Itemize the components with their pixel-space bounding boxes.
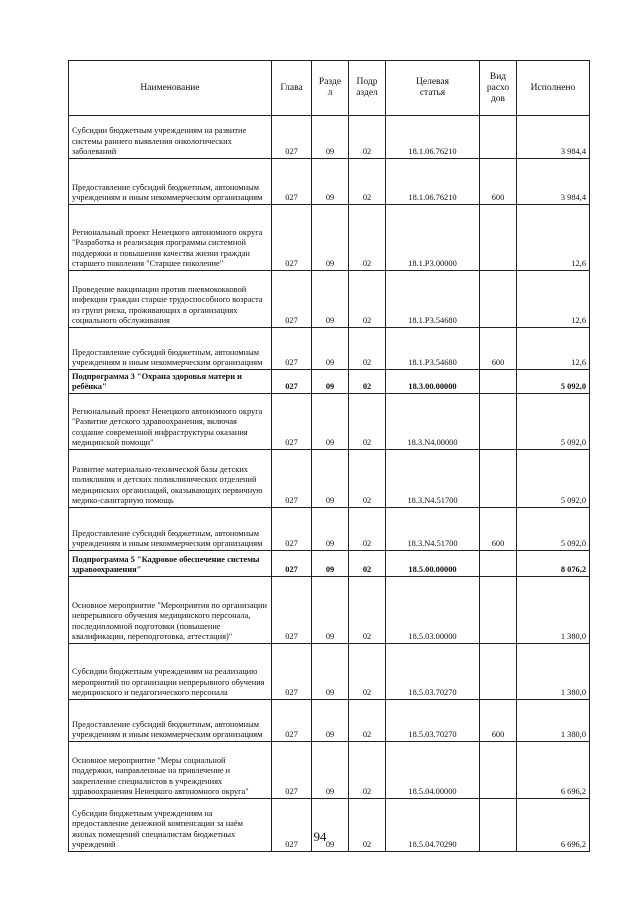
cell-chapter: 027 bbox=[272, 551, 312, 577]
cell-expense-type: 600 bbox=[480, 328, 517, 370]
cell-section: 09 bbox=[312, 799, 349, 852]
cell-executed: 1 380,0 bbox=[517, 700, 590, 742]
cell-target: 18.1.P3.54680 bbox=[386, 328, 480, 370]
cell-executed: 12,6 bbox=[517, 271, 590, 328]
cell-name: Проведение вакцинации против пневмококковой инфекции граждан старше трудоспособного возраста из групп риска, проживающих в организациях социального обслуживания bbox=[69, 271, 272, 328]
cell-subsection: 02 bbox=[349, 394, 386, 450]
cell-expense-type bbox=[480, 205, 517, 271]
cell-expense-type bbox=[480, 116, 517, 159]
cell-subsection: 02 bbox=[349, 271, 386, 328]
cell-subsection: 02 bbox=[349, 799, 386, 852]
cell-target: 18.5.00.00000 bbox=[386, 551, 480, 577]
cell-chapter: 027 bbox=[272, 271, 312, 328]
table-row bbox=[69, 328, 590, 370]
cell-executed: 8 076,2 bbox=[517, 551, 590, 577]
table-body bbox=[69, 116, 590, 852]
cell-name: Основное мероприятие "Мероприятия по организации непрерывного обучения медицинского персонала, последипломной подготовки (повышение квалификации, переподготовка, аттестация)" bbox=[69, 577, 272, 644]
cell-section: 09 bbox=[312, 328, 349, 370]
cell-chapter: 027 bbox=[272, 205, 312, 271]
cell-executed: 1 380,0 bbox=[517, 577, 590, 644]
cell-executed: 3 984,4 bbox=[517, 159, 590, 205]
cell-chapter: 027 bbox=[272, 577, 312, 644]
cell-chapter: 027 bbox=[272, 328, 312, 370]
table-row bbox=[69, 450, 590, 508]
cell-executed: 5 092,0 bbox=[517, 450, 590, 508]
table-row bbox=[69, 394, 590, 450]
cell-target: 18.5.03.70270 bbox=[386, 644, 480, 700]
cell-expense-type: 600 bbox=[480, 700, 517, 742]
cell-name: Подпрограмма 3 "Охрана здоровья матери и ребёнка" bbox=[69, 370, 272, 394]
cell-executed: 5 092,0 bbox=[517, 508, 590, 551]
cell-executed: 6 696,2 bbox=[517, 799, 590, 852]
cell-executed: 5 092,0 bbox=[517, 370, 590, 394]
cell-section: 09 bbox=[312, 271, 349, 328]
table-row bbox=[69, 370, 590, 394]
header-section: Разде л bbox=[312, 61, 349, 116]
cell-chapter: 027 bbox=[272, 799, 312, 852]
cell-subsection: 02 bbox=[349, 551, 386, 577]
cell-executed: 1 380,0 bbox=[517, 644, 590, 700]
cell-chapter: 027 bbox=[272, 159, 312, 205]
cell-section: 09 bbox=[312, 159, 349, 205]
cell-expense-type bbox=[480, 394, 517, 450]
table-row bbox=[69, 205, 590, 271]
cell-section: 09 bbox=[312, 205, 349, 271]
header-name: Наименование bbox=[69, 61, 272, 116]
cell-section: 09 bbox=[312, 450, 349, 508]
cell-subsection: 02 bbox=[349, 450, 386, 508]
cell-expense-type: 600 bbox=[480, 508, 517, 551]
header-subsection: Подр аздел bbox=[349, 61, 386, 116]
table-row bbox=[69, 116, 590, 159]
cell-target: 18.3.N4.51700 bbox=[386, 450, 480, 508]
cell-chapter: 027 bbox=[272, 644, 312, 700]
cell-target: 18.1.06.76210 bbox=[386, 159, 480, 205]
header-expense-type: Вид расхо дов bbox=[480, 61, 517, 116]
budget-table bbox=[68, 60, 590, 852]
page-number: 94 bbox=[313, 829, 327, 844]
cell-section: 09 bbox=[312, 644, 349, 700]
cell-executed: 12,6 bbox=[517, 205, 590, 271]
cell-expense-type bbox=[480, 370, 517, 394]
cell-chapter: 027 bbox=[272, 508, 312, 551]
cell-target: 18.3.N4.00000 bbox=[386, 394, 480, 450]
cell-executed: 3 984,4 bbox=[517, 116, 590, 159]
cell-chapter: 027 bbox=[272, 116, 312, 159]
cell-section: 09 bbox=[312, 700, 349, 742]
cell-name: Предоставление субсидий бюджетным, автономным учреждениям и иным некоммерческим организациям bbox=[69, 328, 272, 370]
cell-name: Региональный проект Ненецкого автономного округа "Развитие детского здравоохранения, включая создание современной инфраструктуры оказания медицинской помощи" bbox=[69, 394, 272, 450]
cell-target: 18.1.P3.00000 bbox=[386, 205, 480, 271]
table-row bbox=[69, 508, 590, 551]
cell-target: 18.3.00.00000 bbox=[386, 370, 480, 394]
table-row bbox=[69, 577, 590, 644]
cell-section: 09 bbox=[312, 551, 349, 577]
table-row bbox=[69, 159, 590, 205]
cell-name: Субсидии бюджетным учреждениям на реализацию мероприятий по организации непрерывного обучения медицинского и педагогического персонала bbox=[69, 644, 272, 700]
cell-name: Подпрограмма 5 "Кадровое обеспечение системы здравоохранения" bbox=[69, 551, 272, 577]
cell-executed: 12,6 bbox=[517, 328, 590, 370]
cell-name: Предоставление субсидий бюджетным, автономным учреждениям и иным некоммерческим организациям bbox=[69, 508, 272, 551]
cell-chapter: 027 bbox=[272, 370, 312, 394]
cell-expense-type bbox=[480, 271, 517, 328]
cell-name: Региональный проект Ненецкого автономного округа "Разработка и реализация программы системной поддержки и повышения качества жизни граждан старшего поколения "Старшее поколение" bbox=[69, 205, 272, 271]
cell-subsection: 02 bbox=[349, 700, 386, 742]
table-header-row bbox=[69, 61, 590, 116]
cell-subsection: 02 bbox=[349, 508, 386, 551]
cell-expense-type bbox=[480, 577, 517, 644]
cell-expense-type bbox=[480, 450, 517, 508]
cell-target: 18.5.03.00000 bbox=[386, 577, 480, 644]
cell-target: 18.1.P3.54680 bbox=[386, 271, 480, 328]
cell-executed: 5 092,0 bbox=[517, 394, 590, 450]
header-target: Целевая статья bbox=[386, 61, 480, 116]
cell-section: 09 bbox=[312, 577, 349, 644]
cell-name: Субсидии бюджетным учреждениям на развитие системы раннего выявления онкологических заболеваний bbox=[69, 116, 272, 159]
cell-name: Развитие материально-технической базы детских поликлиник и детских поликлинических отделений медицинских организаций, оказывающих первичную медико-санитарную помощь bbox=[69, 450, 272, 508]
cell-chapter: 027 bbox=[272, 742, 312, 799]
cell-target: 18.1.06.76210 bbox=[386, 116, 480, 159]
cell-name: Основное мероприятие "Меры социальной поддержки, направленные на привлечение и закрепление специалистов в учреждениях здравоохранения Ненецкого автономного округа" bbox=[69, 742, 272, 799]
cell-subsection: 02 bbox=[349, 116, 386, 159]
cell-subsection: 02 bbox=[349, 159, 386, 205]
cell-subsection: 02 bbox=[349, 328, 386, 370]
cell-section: 09 bbox=[312, 394, 349, 450]
cell-target: 18.5.03.70270 bbox=[386, 700, 480, 742]
cell-target: 18.5.04.70290 bbox=[386, 799, 480, 852]
cell-target: 18.3.N4.51700 bbox=[386, 508, 480, 551]
header-chapter: Глава bbox=[272, 61, 312, 116]
cell-section: 09 bbox=[312, 370, 349, 394]
cell-section: 09 bbox=[312, 508, 349, 551]
cell-subsection: 02 bbox=[349, 742, 386, 799]
cell-executed: 6 696,2 bbox=[517, 742, 590, 799]
header-executed: Исполнено bbox=[517, 61, 590, 116]
cell-chapter: 027 bbox=[272, 700, 312, 742]
cell-subsection: 02 bbox=[349, 577, 386, 644]
cell-expense-type: 600 bbox=[480, 159, 517, 205]
cell-expense-type bbox=[480, 551, 517, 577]
cell-name: Предоставление субсидий бюджетным, автономным учреждениям и иным некоммерческим организациям bbox=[69, 700, 272, 742]
table-row bbox=[69, 700, 590, 742]
table-row bbox=[69, 742, 590, 799]
cell-expense-type bbox=[480, 742, 517, 799]
cell-subsection: 02 bbox=[349, 205, 386, 271]
table-row bbox=[69, 551, 590, 577]
table-row bbox=[69, 644, 590, 700]
cell-name: Предоставление субсидий бюджетным, автономным учреждениям и иным некоммерческим организациям bbox=[69, 159, 272, 205]
table-row bbox=[69, 271, 590, 328]
cell-subsection: 02 bbox=[349, 370, 386, 394]
cell-expense-type bbox=[480, 644, 517, 700]
cell-target: 18.5.04.00000 bbox=[386, 742, 480, 799]
cell-subsection: 02 bbox=[349, 644, 386, 700]
cell-section: 09 bbox=[312, 742, 349, 799]
cell-chapter: 027 bbox=[272, 394, 312, 450]
cell-name: Субсидии бюджетным учреждениям на предоставление денежной компенсации за наём жилых помещений специалистам бюджетных учреждений bbox=[69, 799, 272, 852]
cell-section: 09 bbox=[312, 116, 349, 159]
cell-chapter: 027 bbox=[272, 450, 312, 508]
